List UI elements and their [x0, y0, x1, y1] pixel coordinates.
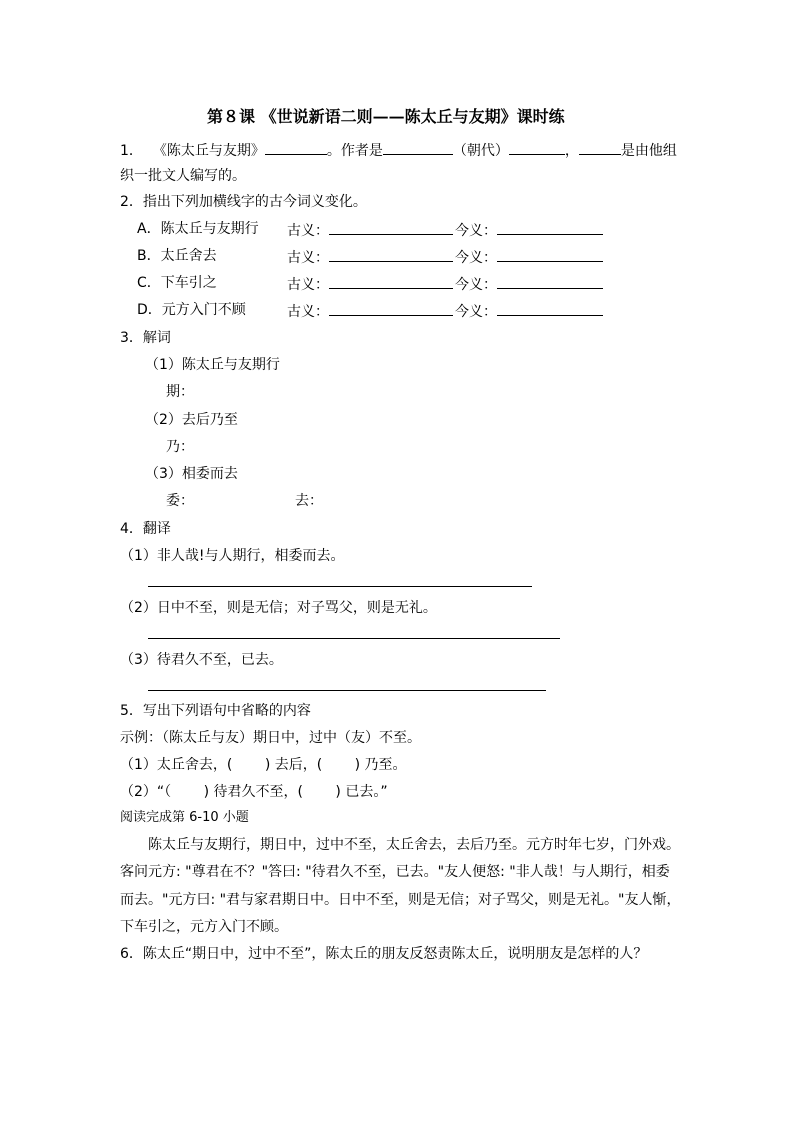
- q2-item-a-modern: 今义：: [455, 219, 603, 241]
- q3-item-1-answer-label: 期：: [166, 384, 194, 400]
- q1-blank-2[interactable]: [383, 139, 453, 155]
- q1-line1: [120, 139, 677, 161]
- passage-line-4: 下车引之，元方入门不顾。: [120, 919, 288, 935]
- passage-line-1: 陈太丘与友期行，期日中，过中不至，太丘舍去，去后乃至。元方时年七岁，门外戏。: [148, 837, 680, 853]
- q1-blank-4[interactable]: [579, 139, 621, 155]
- q1-part3: （朝代）: [452, 143, 509, 159]
- q1-number: 1．: [120, 143, 143, 159]
- q4-answer-line-2[interactable]: [148, 638, 560, 639]
- q2-item-b-text: B．太丘舍去: [137, 248, 217, 264]
- q2-prompt: 2．指出下列加横线字的古今词义变化。: [120, 194, 367, 210]
- q1-part1: 《陈太丘与友期》: [152, 143, 265, 159]
- q2-item-b-ancient: 古义：: [287, 246, 453, 268]
- reading-instruction: 阅读完成第 6-10 小题: [120, 810, 249, 825]
- passage-line-2: 客问元方: "尊君在不？"答曰: "待君久不至，已去。"友人便怒: "非人哉！与人期行，相委: [120, 864, 670, 880]
- q5-example: 示例：（陈太丘与友）期日中，过中（友）不至。: [120, 730, 421, 746]
- q3-item-3: （3）相委而去: [145, 466, 238, 482]
- q2-item-c-modern-blank[interactable]: [497, 273, 603, 289]
- q3-item-2: （2）去后乃至: [145, 412, 238, 428]
- q3-prompt: 3．解词: [120, 330, 171, 346]
- q4-answer-line-1[interactable]: [148, 586, 532, 587]
- q1-part4: ，: [564, 143, 579, 159]
- q2-item-b-modern: 今义：: [455, 246, 603, 268]
- q4-answer-line-3[interactable]: [148, 690, 546, 691]
- q1-part2: 。作者是: [326, 143, 383, 159]
- q3-item-3-answer-label-2: 去：: [295, 493, 323, 509]
- q2-item-b-ancient-blank[interactable]: [329, 246, 453, 262]
- q1-blank-1[interactable]: [265, 139, 327, 155]
- q4-prompt: 4．翻译: [120, 521, 171, 537]
- q2-item-d-ancient-blank[interactable]: [329, 300, 453, 316]
- q2-item-b-modern-blank[interactable]: [497, 246, 603, 262]
- q4-sentence-1: （1）非人哉!与人期行，相委而去。: [120, 548, 345, 564]
- q3-item-3-answer-label-1: 委：: [166, 493, 194, 509]
- q2-item-d-ancient: 古义：: [287, 300, 453, 322]
- q2-item-a-text: A．陈太丘与友期行: [137, 221, 259, 237]
- q2-item-a-ancient-blank[interactable]: [329, 219, 453, 235]
- q3-item-2-answer-label: 乃：: [166, 439, 194, 455]
- q6-prompt: 6．陈太丘“期日中，过中不至”，陈太丘的朋友反怒责陈太丘，说明朋友是怎样的人？: [120, 946, 648, 962]
- q5-item-2: （2）“（ ) 待君久不至，( ) 已去。”: [120, 784, 388, 800]
- q5-prompt: 5．写出下列语句中省略的内容: [120, 703, 311, 719]
- q1-part5: 是由他组: [620, 143, 677, 159]
- q5-item-1: （1）太丘舍去，( ) 去后，( ) 乃至。: [120, 757, 407, 773]
- q2-item-c-text: C．下车引之: [137, 275, 217, 291]
- q1-line2: 织一批文人编写的。: [120, 168, 246, 184]
- q2-item-c-ancient: 古义：: [287, 273, 453, 295]
- q1-blank-3[interactable]: [509, 139, 565, 155]
- q2-item-d-text: D．元方入门不顾: [137, 302, 246, 318]
- q2-item-c-modern: 今义：: [455, 273, 603, 295]
- q2-item-a-modern-blank[interactable]: [497, 219, 603, 235]
- q2-item-a-ancient: 古义：: [287, 219, 453, 241]
- q2-item-d-modern: 今义：: [455, 300, 603, 322]
- q2-item-c-ancient-blank[interactable]: [329, 273, 453, 289]
- q2-item-d-modern-blank[interactable]: [497, 300, 603, 316]
- q4-sentence-3: （3）待君久不至，已去。: [120, 652, 283, 668]
- passage-line-3: 而去。"元方曰: "君与家君期日中。日中不至，则是无信；对子骂父，则是无礼。"友人惭，: [120, 892, 681, 908]
- q3-item-1: （1）陈太丘与友期行: [145, 357, 280, 373]
- q4-sentence-2: （2）日中不至，则是无信；对子骂父，则是无礼。: [120, 600, 437, 616]
- page-title: 第８课 《世说新语二则——陈太丘与友期》课时练: [207, 107, 565, 126]
